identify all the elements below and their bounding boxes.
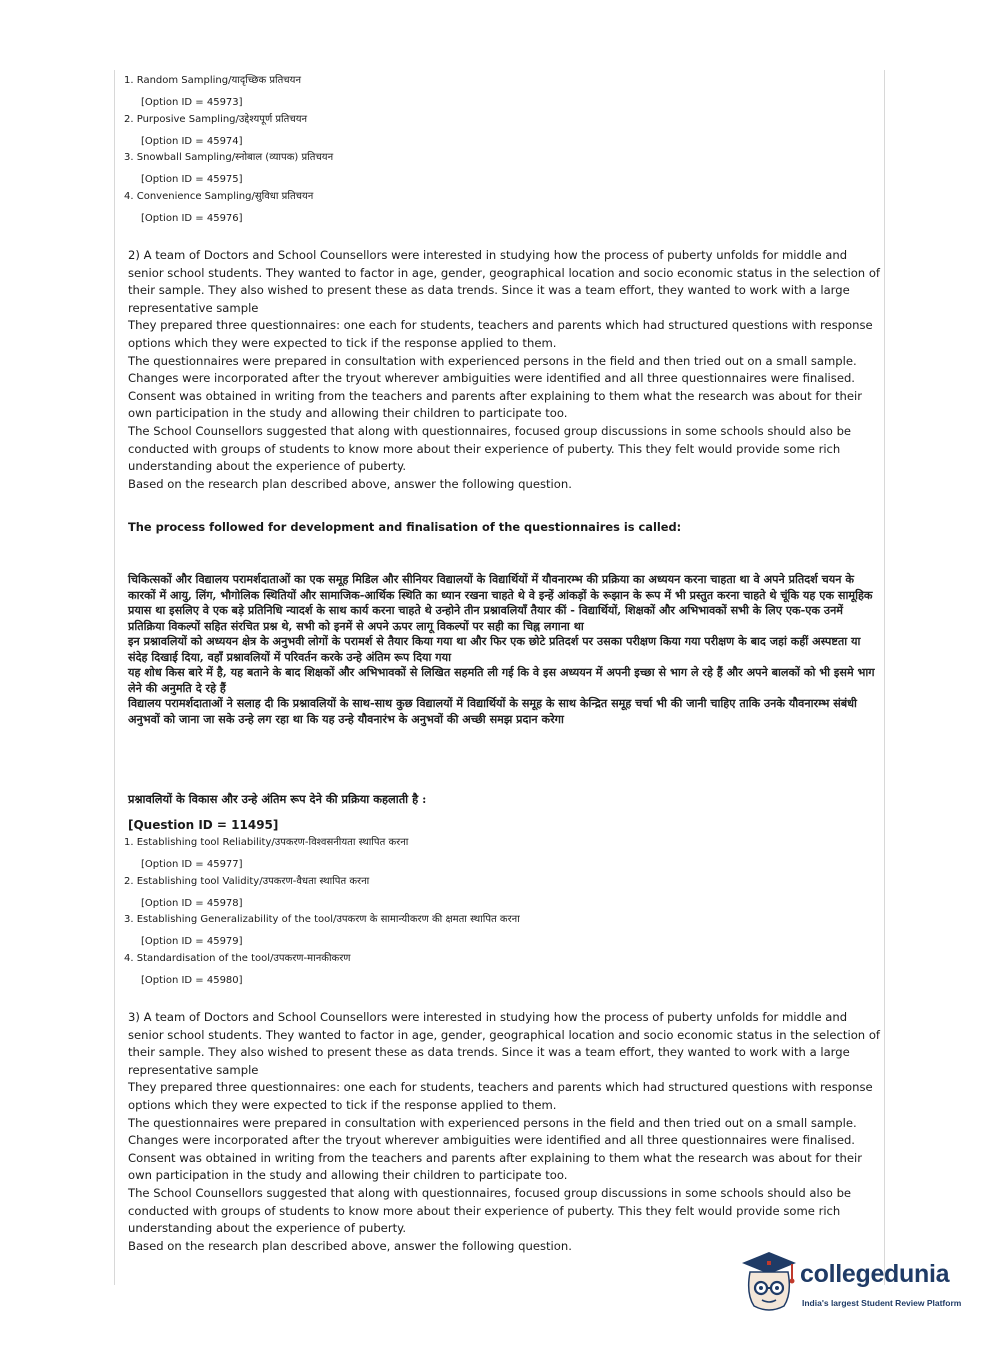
q2-passage [128,247,880,493]
page-border-right [884,70,885,1285]
q2-option-list [124,832,864,986]
q2-option-1[interactable] [124,832,864,871]
q3-passage-tryout: The questionnaires were prepared in consultation with experienced persons in the field and then tried out on a small sample. Changes were incorporated after the tryout wherever ambiguities were identified and all three questionnaires were finalised. [128,1115,857,1148]
q2-passage-tryout: The questionnaires were prepared in consultation with experienced persons in the field and then tried out on a small sample. Changes were incorporated after the tryout wherever ambiguities were identified and all three questionnaires were finalised. [128,353,857,386]
option-text: 1. Random Sampling/यादृच्छिक प्रतिचयन [124,75,301,86]
hindi-passage-para-4: विद्यालय परामर्शदाताओं ने सलाह दी कि प्रश्नावलियों के साथ-साथ कुछ विद्यालयों में विद्यार्थियों के समूह के साथ केन्द्रित समूह चर्चा भी की जानी चाहिए ताकि उनके यौवनारम्भ संबंधी अनुभवों को जाना जा सके उन्हे लग रहा था कि यह उन्हे यौवनारंभ के अनुभवों की अच्छी समझ प्रदान करेगा [128,696,857,726]
q2-hindi-passage [128,572,880,727]
mascot-icon [740,1250,798,1314]
option-text: 3. Snowball Sampling/स्नोबाल (व्यापक) प्रतिचयन [124,152,334,164]
hindi-passage-para-2: इन प्रश्नावलियों को अध्ययन क्षेत्र के अनुभवी लोगों के परामर्श से तैयार किया गया था और फिर एक छोटे प्रतिदर्श पर उसका परीक्षण किया गया परीक्षण के बाद जहां कहीं अस्पष्टता या संदेह दिखाई दिया, वहाँ प्रश्नावलियों में परिवर्तन करके उन्हे अंतिम रूप दिया गया [128,634,861,664]
collegedunia-logo[interactable] [740,1250,970,1314]
option-text: 2. Establishing tool Validity/उपकरण-वैधता स्थापित करना [124,875,370,887]
q3-passage-consent: Consent was obtained in writing from the teachers and parents after explaining to them what the research was about for their own participation in the study and allowing their children to participate too. [128,1150,862,1183]
page-border-left [114,70,115,1285]
hindi-passage-para-3: यह शोध किस बारे में है, यह बताने के बाद शिक्षकों और अभिभावकों से लिखित सहमति ली गई कि वे इस अध्ययन में अपनी इच्छा से भाग ले रहे हैं और अपने बालकों को भी इसमे भाग लेने की अनुमति दे रहे हैं [128,665,875,695]
q2-passage-instruction: Based on the research plan described above, answer the following question. [128,476,572,491]
q2-passage-consent: Consent was obtained in writing from the teachers and parents after explaining to them what the research was about for their own participation in the study and allowing their children to participate too. [128,388,862,421]
q1-option-list [124,70,864,224]
q2-passage-intro: 2) A team of Doctors and School Counsellors were interested in studying how the process of puberty unfolds for middle and senior school students. They wanted to factor in age, gender, geographical location and socio economic status in the selection of their sample. They also wished to present these as data trends. Since it was a team effort, they wanted to work with a large representative sample [128,248,880,315]
q1-option-2[interactable] [124,109,864,148]
option-id: [Option ID = 45976] [141,212,243,224]
q2-question-id: [Question ID = 11495] [128,818,279,832]
q2-option-2[interactable] [124,871,864,910]
brand-name: collegedunia [800,1260,950,1288]
q2-option-3[interactable] [124,909,864,948]
option-id: [Option ID = 45978] [141,897,243,909]
option-text: 3. Establishing Generalizability of the tool/उपकरण के सामान्यीकरण की क्षमता स्थापित करना [124,914,520,926]
q1-option-3[interactable] [124,147,864,186]
hindi-passage-para-1: चिकित्सकों और विद्यालय परामर्शदाताओं का एक समूह मिडिल और सीनियर विद्यालयों के विद्यार्थियों में यौवनारम्भ की प्रक्रिया का अध्ययन करना चाहता था वे अपने प्रतिदर्श चयन के कारकों में आयु, लिंग, भौगोलिक स्थितियों और सामाजिक-आर्थिक स्थिति का ध्यान रखना चाहते थे वे इन्हें आंकड़ों के रूझान के रूप में भी प्रस्तुत करना चाहते थे चूंकि यह एक सामूहिक प्रयास था इसलिए वे एक बड़े प्रतिनिधि न्यादर्श के साथ कार्य करना चाहते थे उन्होने तीन प्रश्नावलियाँ तैयार कीं - विद्यार्थियों, शिक्षकों और अभिभावकों सभी के लिए एक-एक उनमें प्रतिक्रिया विकल्पों सहित संरचित प्रश्न थे, सभी को इनमें से अपने ऊपर लागू विकल्पों पर सही का चिह्न लगाना था [128,572,873,633]
q3-passage [128,1009,880,1255]
q2-passage-questionnaires: They prepared three questionnaires: one each for students, teachers and parents which had structured questions with response options which they were expected to tick if the response applied to them. [128,318,873,350]
option-id: [Option ID = 45979] [141,936,243,948]
q1-option-4[interactable] [124,186,864,225]
brand-tagline: India's largest Student Review Platform [802,1298,962,1308]
option-id: [Option ID = 45975] [141,174,243,186]
q2-hindi-question-stem: प्रश्नावलियों के विकास और उन्हे अंतिम रूप देने की प्रक्रिया कहलाती है : [128,792,427,806]
option-id: [Option ID = 45974] [141,135,243,147]
q2-passage-discussions: The School Counsellors suggested that along with questionnaires, focused group discussions in some schools should also be conducted with groups of students to know more about their experience of puberty. This they felt would provide some rich understanding about the experience of puberty. [128,423,852,474]
option-id: [Option ID = 45973] [141,97,243,108]
q2-option-4[interactable] [124,948,864,987]
q1-option-1[interactable] [124,70,864,109]
option-text: 4. Standardisation of the tool/उपकरण-मानकीकरण [124,952,351,964]
option-id: [Option ID = 45977] [141,859,243,870]
q3-passage-questionnaires: They prepared three questionnaires: one each for students, teachers and parents which had structured questions with response options which they were expected to tick if the response applied to them. [128,1080,873,1112]
option-id: [Option ID = 45980] [141,974,243,986]
option-text: 1. Establishing tool Reliability/उपकरण-विश्वसनीयता स्थापित करना [124,837,409,848]
q3-passage-instruction: Based on the research plan described above, answer the following question. [128,1238,572,1253]
q3-passage-discussions: The School Counsellors suggested that along with questionnaires, focused group discussions in some schools should also be conducted with groups of students to know more about their experience of puberty. This they felt would provide some rich understanding about the experience of puberty. [128,1185,852,1236]
option-text: 4. Convenience Sampling/सुविधा प्रतिचयन [124,190,314,202]
q3-passage-intro: 3) A team of Doctors and School Counsellors were interested in studying how the process of puberty unfolds for middle and senior school students. They wanted to factor in age, gender, geographical location and socio economic status in the selection of their sample. They also wished to present these as data trends. Since it was a team effort, they wanted to work with a large representative sample [128,1010,880,1077]
option-text: 2. Purposive Sampling/उद्देश्यपूर्ण प्रतिचयन [124,113,308,125]
q2-question-stem: The process followed for development and finalisation of the questionnaires is called: [128,520,682,534]
